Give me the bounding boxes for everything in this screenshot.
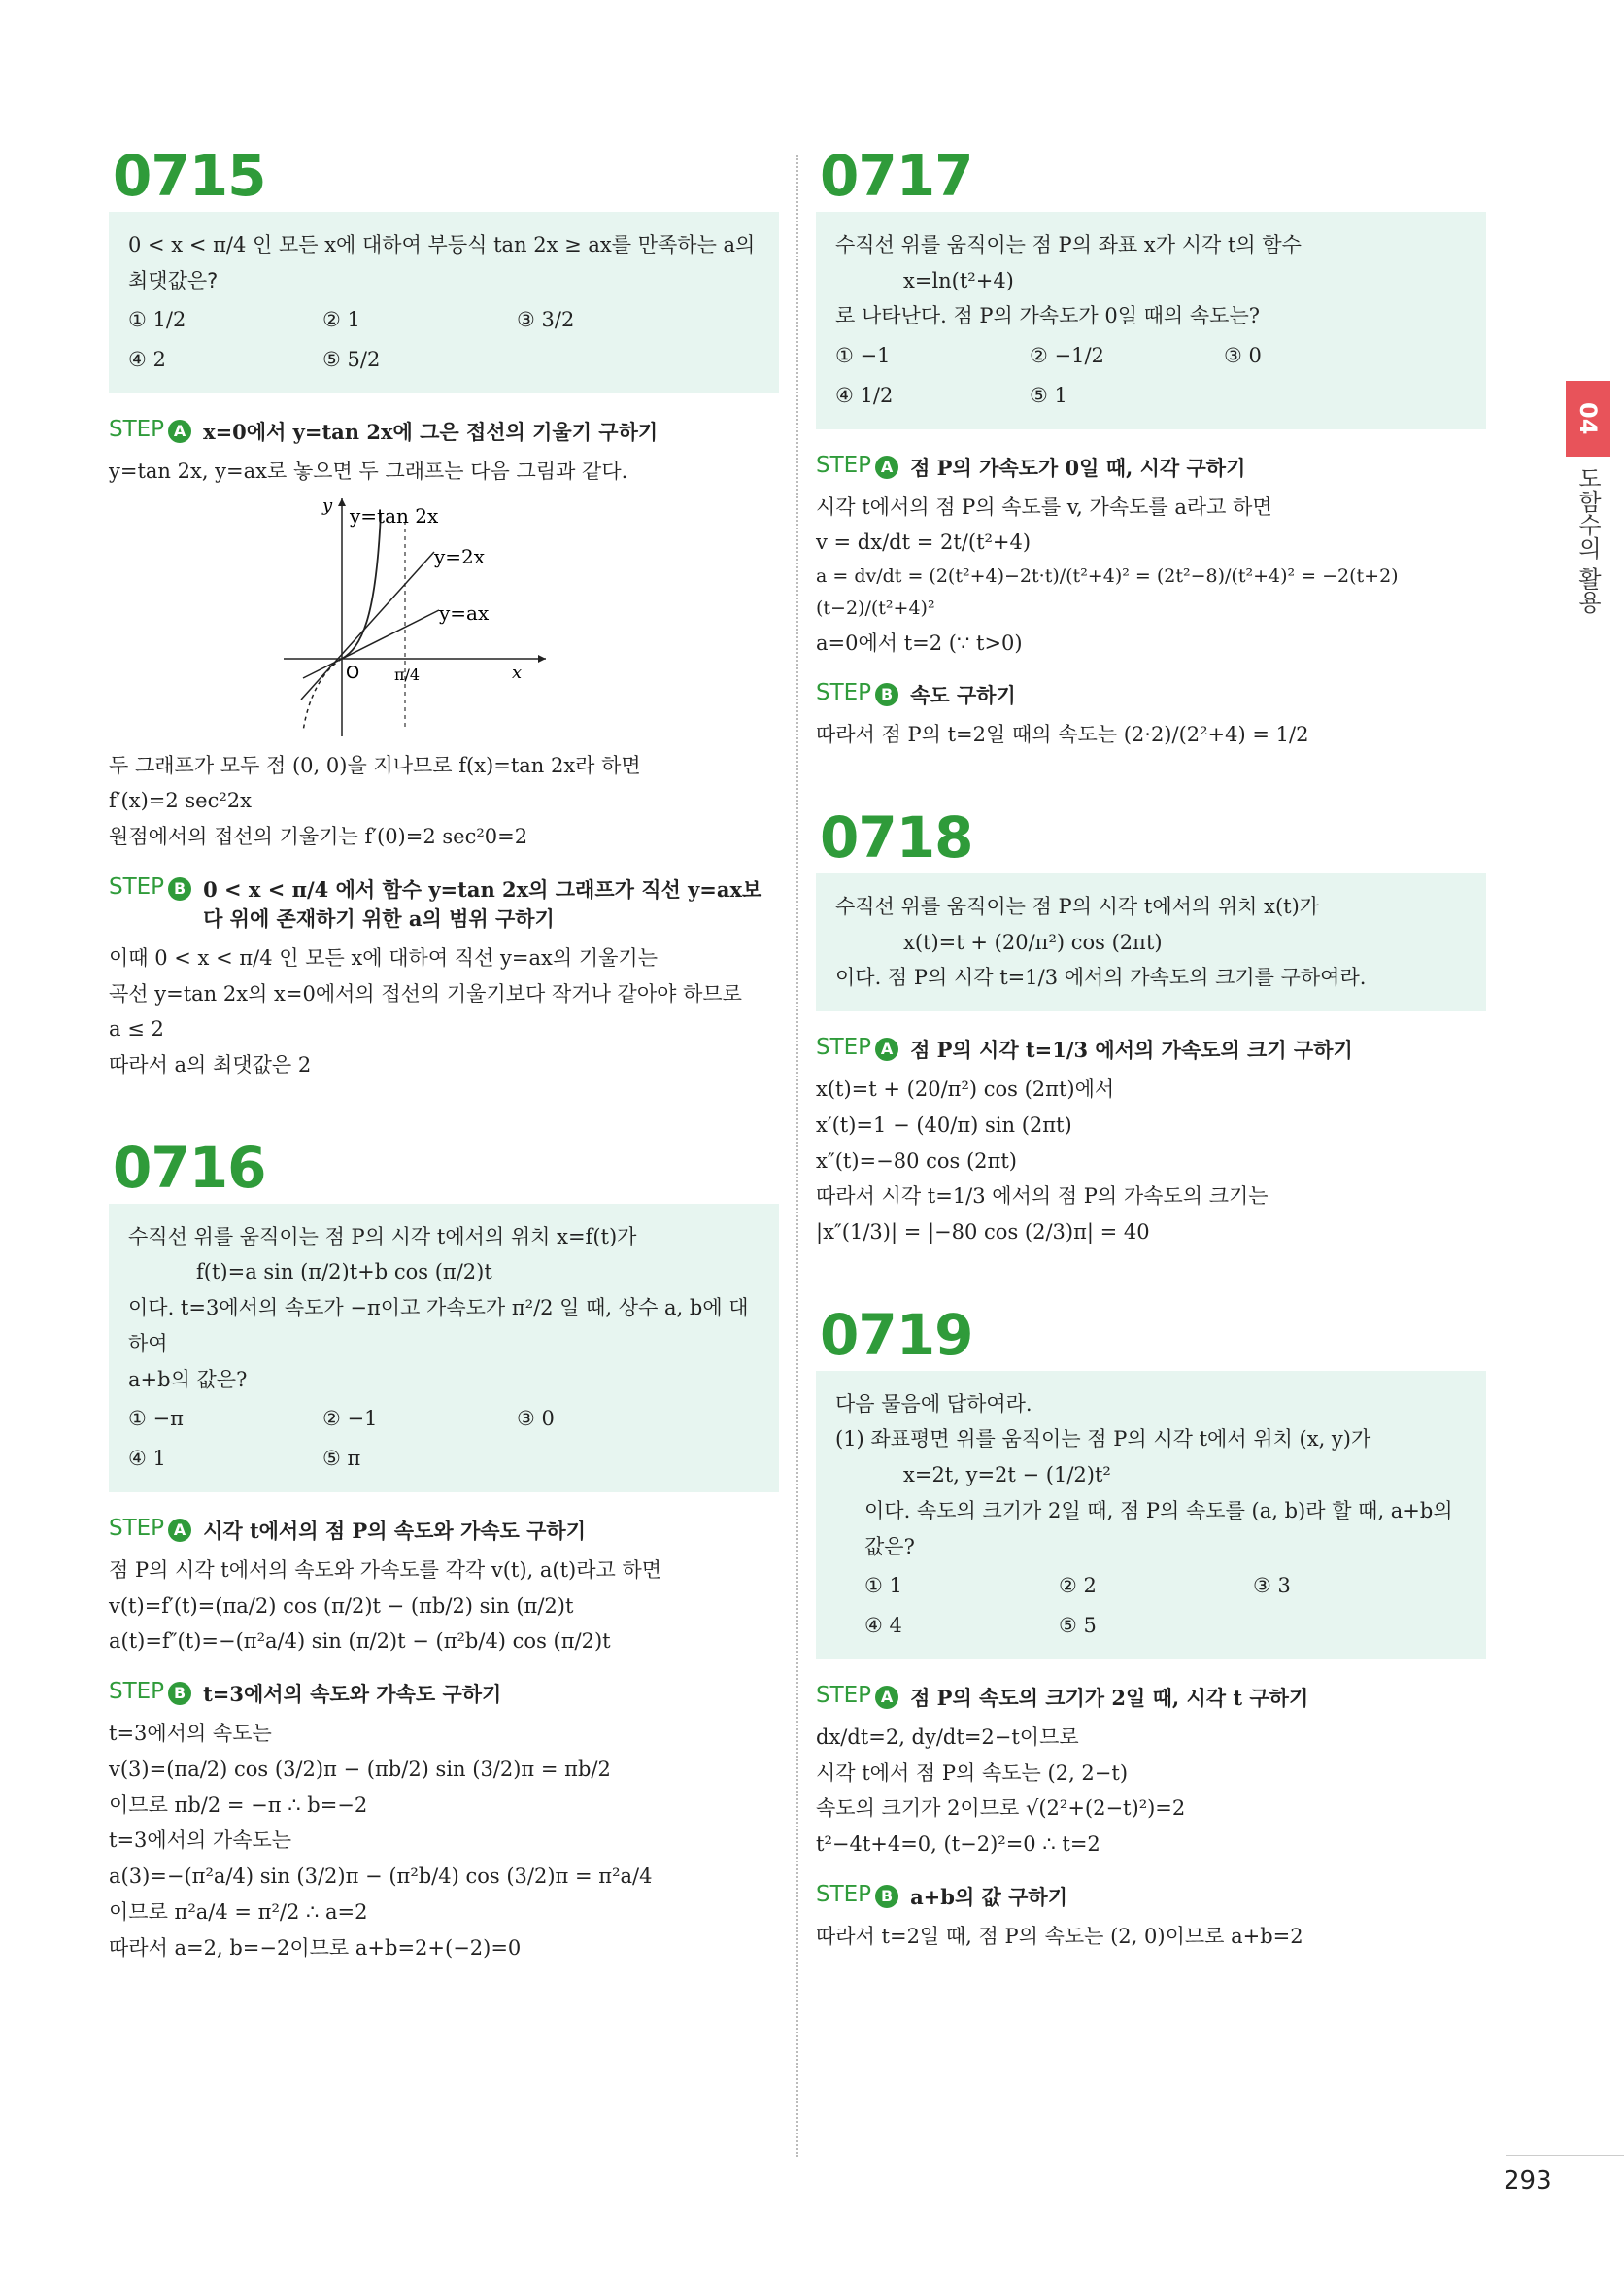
step-title: 속도 구하기 (910, 683, 1016, 708)
question-box (816, 873, 1486, 1011)
step-letter-icon: B (168, 1682, 191, 1705)
step-tag: STEP A (109, 417, 191, 443)
axis-label: y (322, 495, 333, 516)
solution-line: a ≤ 2 (109, 1017, 164, 1042)
question-box (816, 1371, 1486, 1659)
question-line: 이다. 점 P의 시각 t=1/3 에서의 가속도의 크기를 구하여라. (835, 966, 1367, 990)
step-title: 시각 t에서의 점 P의 속도와 가속도 구하기 (203, 1518, 586, 1543)
option[interactable]: ② −1/2 (1030, 344, 1104, 368)
option[interactable]: ⑤ 1 (1030, 383, 1067, 407)
solution-line: 이때 0 < x < π/4 인 모든 x에 대하여 직선 y=ax의 기울기는 (109, 945, 658, 970)
step-header (109, 417, 779, 446)
solution-line: 두 그래프가 모두 점 (0, 0)을 지나므로 f(x)=tan 2x라 하면 (109, 753, 641, 777)
page-rule (1506, 2155, 1624, 2156)
solution-line: v(t)=f′(t)=(πa/2) cos (π/2)t − (πb/2) sin (π/2)t (109, 1593, 574, 1618)
step-tag: STEP B (816, 1882, 898, 1908)
question-line: 다음 물음에 답하여라. (835, 1391, 1032, 1416)
step-tag: STEP A (816, 1683, 898, 1709)
step-tag: STEP B (816, 680, 898, 706)
step-tag: STEP A (816, 1035, 898, 1061)
curve-label: y=tan 2x (350, 503, 439, 528)
step-title: 0 < x < π/4 에서 함수 y=tan 2x의 그래프가 직선 y=ax보다 위에 존재하기 위한 a의 범위 구하기 (203, 876, 762, 931)
question-line: 로 나타난다. 점 P의 가속도가 0일 때의 속도는? (835, 304, 1261, 328)
question-line: a+b의 값은? (128, 1367, 248, 1391)
solution-line: 시각 t에서 점 P의 속도는 (2, 2−t) (816, 1760, 1129, 1785)
options (128, 1401, 760, 1477)
option[interactable]: ② −1 (322, 1407, 378, 1431)
step-header (816, 1882, 1486, 1911)
solution-line: 따라서 시각 t=1/3 에서의 점 P의 가속도의 크기는 (816, 1184, 1269, 1209)
solution-line: 시각 t에서의 점 P의 속도를 v, 가속도를 a라고 하면 (816, 495, 1272, 519)
option[interactable]: ③ 3/2 (517, 308, 575, 332)
step-title: t=3에서의 속도와 가속도 구하기 (203, 1682, 502, 1707)
solution-line: y=tan 2x, y=ax로 놓으면 두 그래프는 다음 그림과 같다. (109, 459, 628, 483)
solution-line: dx/dt=2, dy/dt=2−t이므로 (816, 1725, 1079, 1749)
solution-line: x″(t)=−80 cos (2πt) (816, 1148, 1017, 1173)
origin-label: O (346, 662, 360, 683)
step-tag: STEP A (109, 1516, 191, 1542)
step-header (816, 1683, 1486, 1712)
column-divider (796, 155, 798, 2157)
step-header (816, 1035, 1486, 1064)
step-title: 점 P의 속도의 크기가 2일 때, 시각 t 구하기 (910, 1685, 1309, 1710)
option[interactable]: ⑤ 5/2 (322, 348, 381, 372)
question-line: 수직선 위를 움직이는 점 P의 좌표 x가 시각 t의 함수 (835, 232, 1302, 256)
solution-line: a(t)=f″(t)=−(π²a/4) sin (π/2)t − (π²b/4) cos (π/2)t (109, 1629, 611, 1654)
solution-line: 따라서 점 P의 t=2일 때의 속도는 (2·2)/(2²+4) = 1/2 (816, 723, 1309, 747)
solution-line: v(3)=(πa/2) cos (3/2)π − (πb/2) sin (3/2)π = πb/2 (109, 1757, 611, 1781)
option[interactable]: ② 2 (1059, 1574, 1097, 1598)
axis-label: x (512, 662, 523, 683)
problem-number: 0715 (113, 143, 266, 209)
solution-line: a = dv/dt = (2(t²+4)−2t·t)/(t²+4)² = (2t²−8)/(t²+4)² = −2(t+2)(t−2)/(t²+4)² (816, 565, 1399, 620)
step-title: x=0에서 y=tan 2x에 그은 접선의 기울기 구하기 (203, 419, 659, 444)
solution-line: f′(x)=2 sec²2x (109, 789, 252, 813)
option[interactable]: ⑤ 5 (1059, 1614, 1097, 1638)
solution-line: a=0에서 t=2 (∵ t>0) (816, 631, 1023, 655)
step-letter-icon: A (875, 456, 898, 479)
option[interactable]: ③ 0 (517, 1407, 555, 1431)
step-header (816, 680, 1486, 709)
problem-number: 0716 (113, 1134, 266, 1201)
solution-line: x′(t)=1 − (40/π) sin (2πt) (816, 1112, 1072, 1137)
solution-line: |x″(1/3)| = |−80 cos (2/3)π| = 40 (816, 1220, 1150, 1245)
option[interactable]: ① 1 (864, 1574, 902, 1598)
step-header (109, 1679, 779, 1708)
options (128, 302, 760, 378)
option[interactable]: ② 1 (322, 308, 360, 332)
step-header (109, 874, 779, 933)
problem-0718 (816, 804, 1486, 1250)
option[interactable]: ③ 0 (1224, 344, 1262, 368)
solution-line: x(t)=t + (20/π²) cos (2πt)에서 (816, 1077, 1115, 1102)
step-tag: STEP B (109, 874, 191, 901)
question-equation: x=ln(t²+4) (903, 268, 1014, 292)
solution-line: v = dx/dt = 2t/(t²+4) (816, 530, 1032, 555)
solution-line: 곡선 y=tan 2x의 x=0에서의 접선의 기울기보다 작거나 같아야 하므로 (109, 981, 742, 1006)
step-title: 점 P의 가속도가 0일 때, 시각 구하기 (910, 455, 1246, 480)
problem-number: 0718 (820, 804, 973, 871)
question-line: 이다. t=3에서의 속도가 −π이고 가속도가 π²/2 일 때, 상수 a, b에 대하여 (128, 1296, 749, 1355)
chapter-title: 도함수의 활용 (1573, 466, 1602, 614)
option[interactable]: ① −1 (835, 344, 891, 368)
solution-line: 따라서 t=2일 때, 점 P의 속도는 (2, 0)이므로 a+b=2 (816, 1924, 1303, 1948)
solution-line: 이므로 π²a/4 = π²/2 ∴ a=2 (109, 1899, 368, 1924)
question-line: 값은? (864, 1534, 915, 1558)
left-column (109, 143, 779, 1965)
problem-0717 (816, 143, 1486, 753)
step-letter-icon: B (875, 683, 898, 706)
step-title: 점 P의 시각 t=1/3 에서의 가속도의 크기 구하기 (910, 1038, 1353, 1063)
option[interactable]: ① −π (128, 1407, 184, 1431)
step-tag: STEP B (109, 1679, 191, 1705)
solution-line: t=3에서의 가속도는 (109, 1828, 292, 1853)
solution-line: a(3)=−(π²a/4) sin (3/2)π − (π²b/4) cos (3/2)π = π²a/4 (109, 1864, 653, 1889)
options (835, 338, 1467, 414)
option[interactable]: ③ 3 (1253, 1574, 1291, 1598)
page-number: 293 (1504, 2167, 1552, 2196)
step-title: a+b의 값 구하기 (910, 1884, 1068, 1909)
question-equation: x(t)=t + (20/π²) cos (2πt) (903, 930, 1163, 954)
solution-line: t²−4t+4=0, (t−2)²=0 ∴ t=2 (816, 1832, 1100, 1857)
options (835, 1568, 1467, 1644)
problem-number: 0719 (820, 1301, 973, 1368)
solution-line: 원점에서의 접선의 기울기는 f′(0)=2 sec²0=2 (109, 825, 528, 849)
question-line: 0 < x < π/4 인 모든 x에 대하여 부등식 tan 2x ≥ ax를 만족하는 a의 (128, 232, 756, 256)
question-box (816, 212, 1486, 429)
question-equation: x=2t, y=2t − (1/2)t² (903, 1463, 1111, 1487)
option[interactable]: ④ 2 (128, 348, 166, 372)
question-line: 수직선 위를 움직이는 점 P의 시각 t에서의 위치 x(t)가 (835, 894, 1320, 918)
step-letter-icon: A (168, 420, 191, 443)
problem-0715 (109, 143, 779, 1083)
option[interactable]: ① 1/2 (128, 308, 186, 332)
step-tag: STEP A (816, 453, 898, 479)
step-letter-icon: A (168, 1519, 191, 1542)
problem-number: 0717 (820, 143, 973, 209)
solution-line: 따라서 a의 최댓값은 2 (109, 1053, 312, 1077)
solution-line: 속도의 크기가 2이므로 √(2²+(2−t)²)=2 (816, 1796, 1186, 1821)
question-box (109, 212, 779, 393)
question-line: (1) 좌표평면 위를 움직이는 점 P의 시각 t에서 위치 (x, y)가 (835, 1427, 1371, 1451)
chapter-tab: 04 (1566, 381, 1610, 457)
tick-label: π/4 (394, 665, 421, 684)
problem-0716 (109, 1134, 779, 1966)
step-letter-icon: A (875, 1686, 898, 1709)
option[interactable]: ④ 4 (864, 1614, 902, 1638)
solution-line: 따라서 a=2, b=−2이므로 a+b=2+(−2)=0 (109, 1935, 522, 1960)
question-line: 최댓값은? (128, 268, 219, 292)
question-box (109, 1204, 779, 1492)
solution-line: 이므로 πb/2 = −π ∴ b=−2 (109, 1793, 368, 1817)
step-letter-icon: B (875, 1885, 898, 1908)
step-header (109, 1516, 779, 1545)
line-label: y=2x (434, 544, 486, 568)
option[interactable]: ④ 1/2 (835, 383, 894, 407)
step-letter-icon: B (168, 877, 191, 901)
solution-line: 점 P의 시각 t에서의 속도와 가속도를 각각 v(t), a(t)라고 하면 (109, 1557, 662, 1582)
step-header (816, 453, 1486, 482)
question-line: 수직선 위를 움직이는 점 P의 시각 t에서의 위치 x=f(t)가 (128, 1224, 637, 1248)
solution-line: t=3에서의 속도는 (109, 1722, 272, 1746)
right-column (816, 143, 1486, 1955)
tangent-graph (284, 494, 556, 736)
step-letter-icon: A (875, 1038, 898, 1061)
problem-0719 (816, 1301, 1486, 1955)
option[interactable]: ④ 1 (128, 1447, 166, 1471)
option[interactable]: ⑤ π (322, 1447, 361, 1471)
question-equation: f(t)=a sin (π/2)t+b cos (π/2)t (196, 1260, 492, 1284)
question-line: 이다. 속도의 크기가 2일 때, 점 P의 속도를 (a, b)라 할 때, a+b의 (864, 1498, 1453, 1522)
line-label: y=ax (439, 600, 490, 625)
